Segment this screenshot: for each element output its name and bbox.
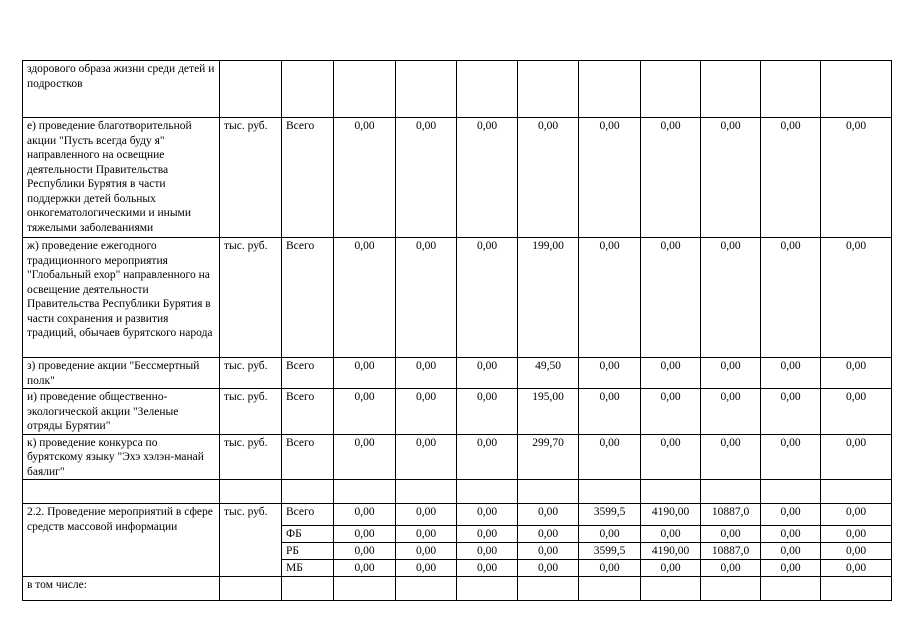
value-cell bbox=[457, 577, 518, 601]
table-row bbox=[23, 577, 892, 601]
value-cell: 0,00 bbox=[821, 543, 892, 560]
value-cell bbox=[334, 61, 396, 118]
value-cell: 0,00 bbox=[457, 560, 518, 577]
value-cell: 0,00 bbox=[761, 389, 821, 435]
row-description: к) проведение конкурса по бурятскому языку "Эхэ хэлэн-манай баялиг" bbox=[23, 434, 220, 480]
row-unit bbox=[220, 61, 282, 118]
row-description: и) проведение общественно-экологической акции "Зеленые отряды Бурятии" bbox=[23, 389, 220, 435]
value-cell: 0,00 bbox=[334, 526, 396, 543]
value-cell: 0,00 bbox=[457, 434, 518, 480]
value-cell: 3599,5 bbox=[579, 543, 641, 560]
row-description: здорового образа жизни среди детей и подростков bbox=[23, 61, 220, 118]
table-row bbox=[23, 358, 892, 389]
value-cell bbox=[821, 61, 892, 118]
value-cell: 0,00 bbox=[701, 434, 761, 480]
value-cell: 0,00 bbox=[579, 560, 641, 577]
value-cell: 0,00 bbox=[457, 389, 518, 435]
value-cell: 0,00 bbox=[396, 504, 457, 526]
table-row bbox=[23, 118, 892, 238]
row-funding-type: Всего bbox=[282, 504, 334, 526]
value-cell bbox=[334, 577, 396, 601]
value-cell: 10887,0 bbox=[701, 504, 761, 526]
row-funding-type: МБ bbox=[282, 560, 334, 577]
value-cell: 0,00 bbox=[457, 543, 518, 560]
value-cell bbox=[641, 480, 701, 504]
value-cell: 0,00 bbox=[821, 118, 892, 238]
value-cell: 0,00 bbox=[821, 238, 892, 358]
value-cell: 0,00 bbox=[457, 238, 518, 358]
value-cell: 0,00 bbox=[334, 504, 396, 526]
value-cell: 0,00 bbox=[761, 526, 821, 543]
value-cell: 0,00 bbox=[396, 389, 457, 435]
value-cell: 0,00 bbox=[334, 238, 396, 358]
value-cell: 0,00 bbox=[457, 118, 518, 238]
value-cell: 0,00 bbox=[641, 358, 701, 389]
value-cell: 10887,0 bbox=[701, 543, 761, 560]
value-cell: 0,00 bbox=[396, 543, 457, 560]
table-row bbox=[23, 434, 892, 480]
value-cell: 199,00 bbox=[518, 238, 579, 358]
value-cell: 0,00 bbox=[396, 526, 457, 543]
value-cell bbox=[761, 61, 821, 118]
value-cell: 49,50 bbox=[518, 358, 579, 389]
value-cell: 0,00 bbox=[761, 434, 821, 480]
value-cell: 0,00 bbox=[701, 358, 761, 389]
value-cell: 3599,5 bbox=[579, 504, 641, 526]
value-cell: 0,00 bbox=[579, 389, 641, 435]
value-cell bbox=[396, 577, 457, 601]
row-description: 2.2. Проведение мероприятий в сфере средств массовой информации bbox=[23, 504, 220, 577]
value-cell: 0,00 bbox=[821, 358, 892, 389]
value-cell: 0,00 bbox=[821, 389, 892, 435]
row-unit bbox=[220, 577, 282, 601]
value-cell: 0,00 bbox=[761, 560, 821, 577]
value-cell: 0,00 bbox=[334, 560, 396, 577]
row-unit: тыс. руб. bbox=[220, 389, 282, 435]
value-cell bbox=[761, 577, 821, 601]
value-cell: 0,00 bbox=[579, 358, 641, 389]
value-cell: 0,00 bbox=[641, 389, 701, 435]
value-cell: 0,00 bbox=[701, 526, 761, 543]
row-funding-type: Всего bbox=[282, 434, 334, 480]
value-cell: 0,00 bbox=[579, 434, 641, 480]
value-cell: 0,00 bbox=[518, 526, 579, 543]
table-body bbox=[23, 61, 892, 601]
row-funding-type: РБ bbox=[282, 543, 334, 560]
value-cell: 0,00 bbox=[761, 118, 821, 238]
value-cell bbox=[518, 577, 579, 601]
budget-table bbox=[22, 60, 892, 601]
value-cell: 0,00 bbox=[821, 526, 892, 543]
value-cell: 0,00 bbox=[641, 526, 701, 543]
value-cell bbox=[579, 480, 641, 504]
value-cell: 0,00 bbox=[641, 434, 701, 480]
value-cell: 0,00 bbox=[457, 526, 518, 543]
value-cell bbox=[518, 61, 579, 118]
value-cell: 0,00 bbox=[579, 238, 641, 358]
value-cell: 0,00 bbox=[579, 526, 641, 543]
row-description: з) проведение акции "Бессмертный полк" bbox=[23, 358, 220, 389]
value-cell bbox=[701, 577, 761, 601]
value-cell: 0,00 bbox=[334, 358, 396, 389]
value-cell: 0,00 bbox=[518, 543, 579, 560]
value-cell bbox=[396, 61, 457, 118]
value-cell: 299,70 bbox=[518, 434, 579, 480]
value-cell: 0,00 bbox=[821, 560, 892, 577]
row-unit: тыс. руб. bbox=[220, 434, 282, 480]
table-row bbox=[23, 61, 892, 118]
value-cell: 0,00 bbox=[396, 560, 457, 577]
row-unit: тыс. руб. bbox=[220, 238, 282, 358]
value-cell: 0,00 bbox=[334, 434, 396, 480]
value-cell: 4190,00 bbox=[641, 504, 701, 526]
row-funding-type bbox=[282, 480, 334, 504]
value-cell: 0,00 bbox=[821, 434, 892, 480]
value-cell: 0,00 bbox=[761, 238, 821, 358]
value-cell bbox=[641, 577, 701, 601]
value-cell bbox=[334, 480, 396, 504]
value-cell: 0,00 bbox=[334, 118, 396, 238]
value-cell: 0,00 bbox=[518, 118, 579, 238]
value-cell: 0,00 bbox=[701, 238, 761, 358]
value-cell: 0,00 bbox=[641, 560, 701, 577]
value-cell: 0,00 bbox=[701, 560, 761, 577]
value-cell: 0,00 bbox=[579, 118, 641, 238]
table-row bbox=[23, 480, 892, 504]
value-cell bbox=[579, 61, 641, 118]
row-funding-type bbox=[282, 61, 334, 118]
row-description: е) проведение благотворительной акции "Пусть всегда буду я" направленного на освещние деятельности Правительства Республики Бурятия в части поддержки детей больных онкогематологическими и иными тяжелыми заболеваниями bbox=[23, 118, 220, 238]
row-unit: тыс. руб. bbox=[220, 504, 282, 577]
value-cell bbox=[396, 480, 457, 504]
value-cell: 195,00 bbox=[518, 389, 579, 435]
row-unit: тыс. руб. bbox=[220, 118, 282, 238]
value-cell bbox=[641, 61, 701, 118]
table-row bbox=[23, 389, 892, 435]
value-cell bbox=[821, 577, 892, 601]
value-cell: 0,00 bbox=[396, 434, 457, 480]
row-description: ж) проведение ежегодного традиционного мероприятия "Глобальный ехор" направленного на освещение деятельности Правительства Республики Бурятия в части сохранения и развития традиций, обычаев бурятского народа bbox=[23, 238, 220, 358]
row-description bbox=[23, 480, 220, 504]
row-funding-type: Всего bbox=[282, 118, 334, 238]
row-unit: тыс. руб. bbox=[220, 358, 282, 389]
row-funding-type: Всего bbox=[282, 238, 334, 358]
value-cell: 0,00 bbox=[641, 238, 701, 358]
value-cell: 0,00 bbox=[396, 118, 457, 238]
value-cell: 4190,00 bbox=[641, 543, 701, 560]
value-cell: 0,00 bbox=[396, 358, 457, 389]
row-funding-type: Всего bbox=[282, 358, 334, 389]
value-cell: 0,00 bbox=[701, 389, 761, 435]
value-cell bbox=[579, 577, 641, 601]
value-cell bbox=[457, 480, 518, 504]
value-cell: 0,00 bbox=[641, 118, 701, 238]
value-cell: 0,00 bbox=[701, 118, 761, 238]
value-cell: 0,00 bbox=[821, 504, 892, 526]
value-cell: 0,00 bbox=[518, 504, 579, 526]
row-description: в том числе: bbox=[23, 577, 220, 601]
value-cell: 0,00 bbox=[457, 504, 518, 526]
value-cell bbox=[457, 61, 518, 118]
table-row bbox=[23, 238, 892, 358]
value-cell bbox=[761, 480, 821, 504]
value-cell: 0,00 bbox=[761, 504, 821, 526]
row-funding-type: ФБ bbox=[282, 526, 334, 543]
value-cell: 0,00 bbox=[518, 560, 579, 577]
value-cell: 0,00 bbox=[761, 358, 821, 389]
value-cell bbox=[701, 61, 761, 118]
value-cell bbox=[821, 480, 892, 504]
value-cell bbox=[518, 480, 579, 504]
value-cell: 0,00 bbox=[334, 543, 396, 560]
value-cell: 0,00 bbox=[761, 543, 821, 560]
value-cell bbox=[701, 480, 761, 504]
row-funding-type: Всего bbox=[282, 389, 334, 435]
row-funding-type bbox=[282, 577, 334, 601]
row-unit bbox=[220, 480, 282, 504]
table-row bbox=[23, 504, 892, 526]
value-cell: 0,00 bbox=[334, 389, 396, 435]
value-cell: 0,00 bbox=[396, 238, 457, 358]
value-cell: 0,00 bbox=[457, 358, 518, 389]
